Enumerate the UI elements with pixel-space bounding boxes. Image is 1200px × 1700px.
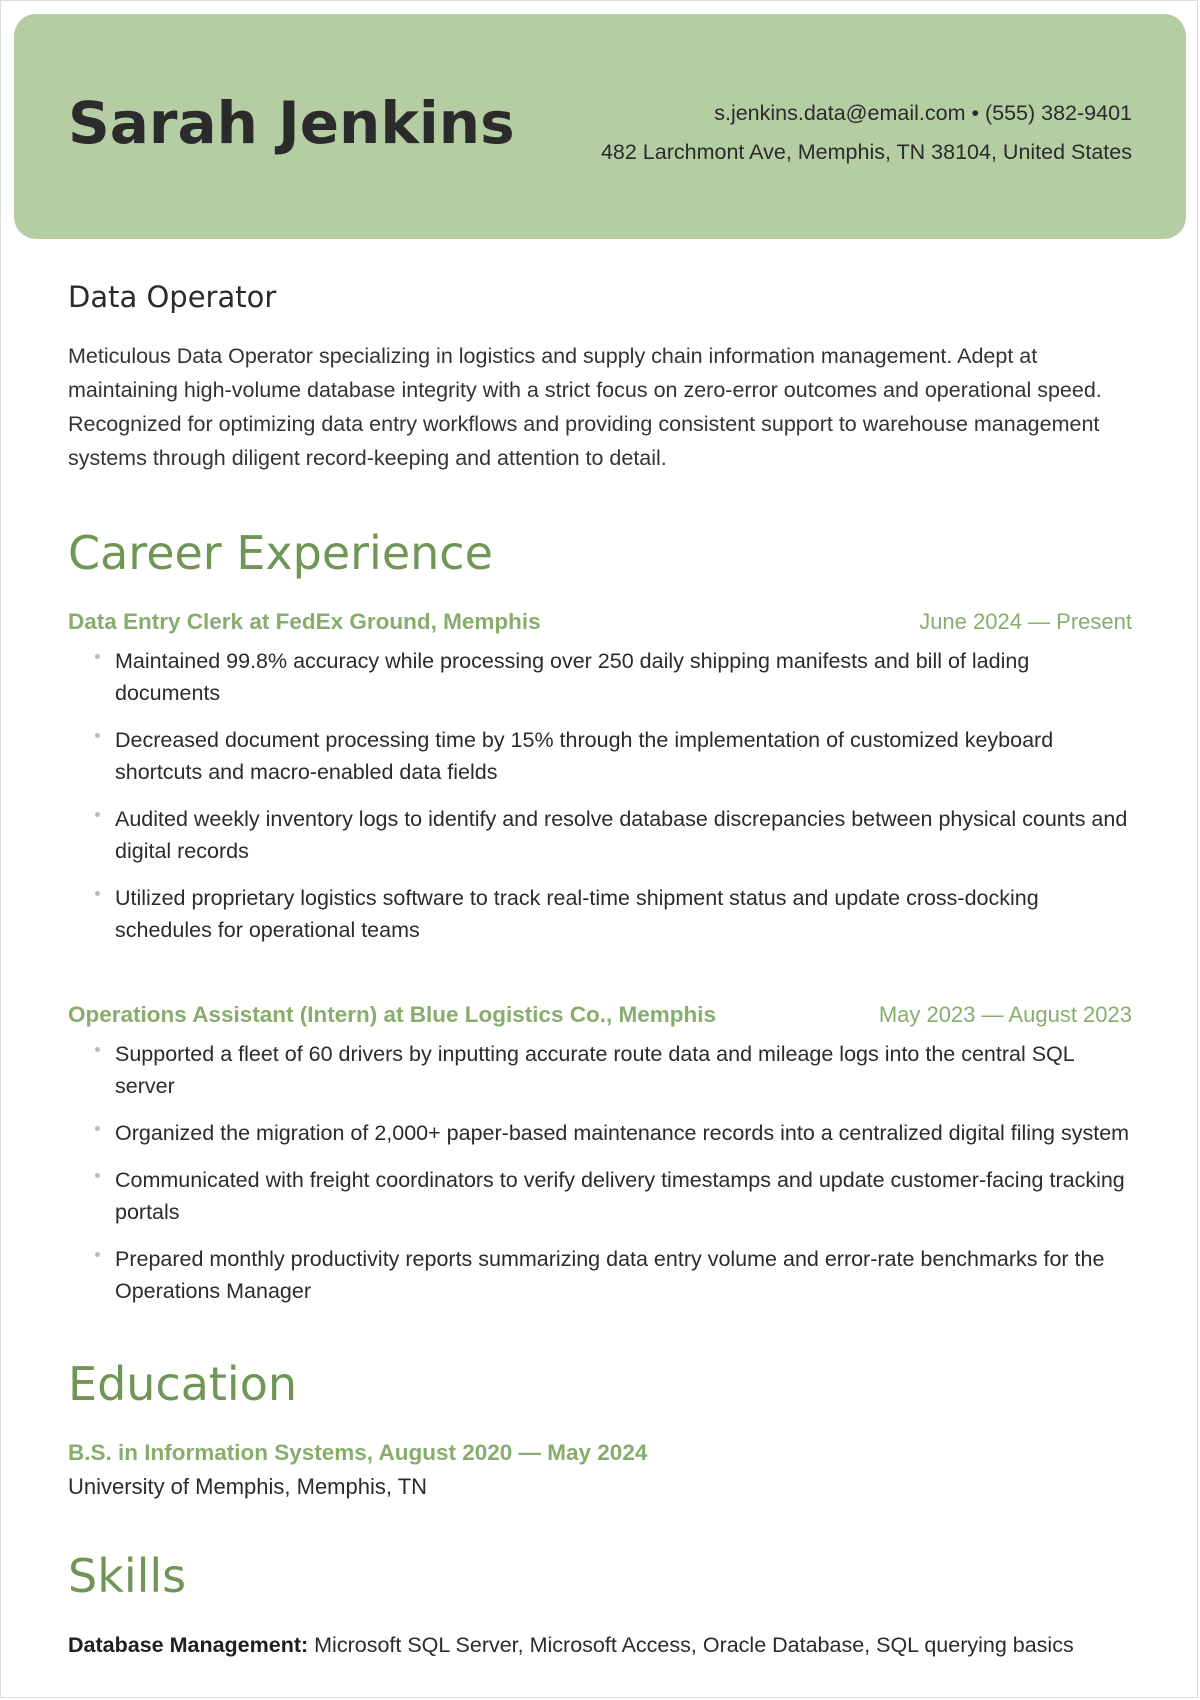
job-bullets: [68, 645, 1138, 961]
bullet-icon: [95, 1047, 100, 1052]
list-item: [68, 1117, 1138, 1149]
list-item: [68, 1038, 1138, 1102]
bullet-text: Decreased document processing time by 15% through the implementation of customized keyboard shortcuts and macro-enabled data fields: [115, 728, 1054, 784]
phone-number[interactable]: (555) 382-9401: [984, 101, 1132, 125]
education-school: University of Memphis, Memphis, TN: [68, 1474, 428, 1499]
bullet-text: Utilized proprietary logistics software to track real-time shipment status and update cross-docking schedules for operational teams: [115, 886, 1039, 942]
section-heading-experience: Career Experience: [68, 526, 493, 580]
list-item: [68, 645, 1138, 709]
contact-line-1: [601, 94, 1132, 133]
education-degree: B.S. in Information Systems, August 2020 — May 2024: [68, 1440, 648, 1465]
job-dates: June 2024 — Present: [919, 609, 1132, 634]
bullet-icon: [95, 654, 100, 659]
job-dates: May 2023 — August 2023: [878, 1002, 1132, 1027]
profile-summary: Meticulous Data Operator specializing in logistics and supply chain information management. Adept at maintaining high-volume database integrity with a strict focus on zero-error outcomes and operational speed. Recognized for optimizing data entry workflows and providing consistent support to warehouse management systems through diligent record-keeping and attention to detail.: [68, 344, 1102, 470]
bullet-icon: [95, 733, 100, 738]
bullet-text: Supported a fleet of 60 drivers by inputting accurate route data and mileage logs into the central SQL server: [115, 1042, 1074, 1098]
list-item: [68, 1164, 1138, 1228]
section-heading-skills: Skills: [68, 1549, 187, 1603]
skill-row: [68, 1633, 1074, 1658]
list-item: [68, 803, 1138, 867]
skill-value: Microsoft SQL Server, Microsoft Access, Oracle Database, SQL querying basics: [314, 1633, 1074, 1657]
bullet-text: Maintained 99.8% accuracy while processing over 250 daily shipping manifests and bill of lading documents: [115, 649, 1030, 705]
email-link[interactable]: s.jenkins.data@email.com: [714, 101, 966, 125]
bullet-icon: [95, 812, 100, 817]
job-entry-header: [68, 1002, 1132, 1032]
bullet-text: Communicated with freight coordinators to verify delivery timestamps and update customer-facing tracking portals: [115, 1168, 1125, 1224]
skill-label: Database Management:: [68, 1633, 309, 1657]
bullet-text: Organized the migration of 2,000+ paper-based maintenance records into a centralized digital filing system: [115, 1121, 1130, 1145]
bullet-text: Audited weekly inventory logs to identify and resolve database discrepancies between physical counts and digital records: [115, 807, 1128, 863]
bullet-icon: [95, 1252, 100, 1257]
job-title: Data Entry Clerk at FedEx Ground, Memphis: [68, 609, 541, 634]
job-entry-header: [68, 609, 1132, 639]
address: 482 Larchmont Ave, Memphis, TN 38104, United States: [600, 140, 1132, 164]
contact-separator: •: [965, 101, 985, 125]
bullet-icon: [95, 891, 100, 896]
contact-info: [601, 94, 1132, 172]
bullet-icon: [95, 1126, 100, 1131]
candidate-name: Sarah Jenkins: [68, 89, 515, 157]
bullet-icon: [95, 1173, 100, 1178]
list-item: [68, 724, 1138, 788]
job-title: Operations Assistant (Intern) at Blue Logistics Co., Memphis: [68, 1002, 717, 1027]
section-heading-education: Education: [68, 1357, 298, 1411]
bullet-text: Prepared monthly productivity reports summarizing data entry volume and error-rate benchmarks for the Operations Manager: [115, 1247, 1105, 1303]
list-item: [68, 882, 1138, 946]
list-item: [68, 1243, 1138, 1307]
resume-header: [14, 14, 1186, 239]
job-bullets: [68, 1038, 1138, 1322]
profile-title: Data Operator: [68, 280, 277, 314]
